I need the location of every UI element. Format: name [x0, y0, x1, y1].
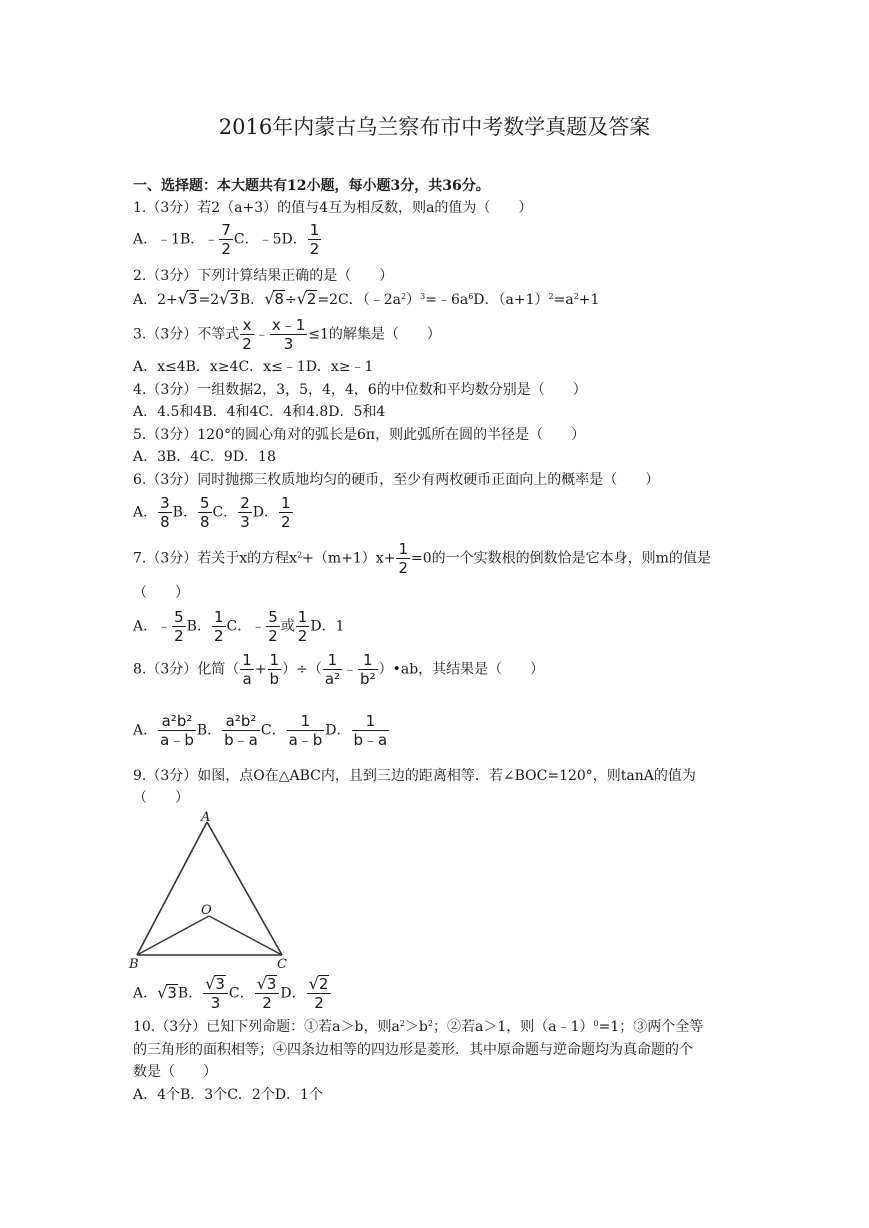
q6-fraction-c — [238, 494, 252, 531]
q8-fraction-b — [222, 712, 260, 749]
fraction-denominator: 3 — [210, 994, 221, 1012]
fraction-numerator: 1 — [297, 608, 308, 626]
question-10-options: A．4个B．3个C．2个D．1个 — [133, 1087, 323, 1103]
fraction-numerator — [255, 975, 280, 994]
fraction-denominator: 2 — [309, 240, 320, 258]
q3-fraction-1 — [240, 316, 254, 353]
question-7-blank: （ ） — [133, 585, 189, 601]
q1-fraction-b — [219, 221, 233, 258]
fraction-denominator: 8 — [160, 513, 170, 531]
exponent: 2 — [399, 1019, 405, 1028]
q6-label-d: D． — [252, 504, 279, 521]
q8-label-b: B． — [196, 722, 222, 739]
q1-minus: ﹣ — [204, 231, 219, 248]
exponent: 3 — [420, 292, 426, 301]
q8-text: ）•ab，其结果是（ ） — [378, 661, 545, 678]
radical-sign-icon: √ — [296, 289, 307, 308]
fraction-denominator: 2 — [314, 994, 324, 1012]
question-5-options: A．3B．4C．9D．18 — [133, 449, 276, 465]
q9-label-b: B． — [177, 985, 203, 1002]
radical-sign-icon: √ — [177, 289, 188, 308]
radical-sign-icon: √ — [264, 289, 275, 308]
radical-sign-icon: √ — [205, 974, 216, 993]
fraction-numerator: 7 — [221, 221, 231, 239]
q7-text: =0的一个实数根的倒数恰是它本身，则m的值是 — [410, 550, 711, 567]
question-2-stem: 2.（3分）下列计算结果正确的是（ ） — [133, 268, 394, 284]
fraction-numerator: x — [240, 316, 254, 335]
fraction-numerator: 1 — [398, 540, 408, 558]
exponent: 2 — [401, 292, 407, 301]
q8-fraction-c — [287, 712, 325, 749]
fraction-denominator: b² — [360, 670, 376, 688]
q8-label-a: A． — [133, 722, 158, 739]
fraction-denominator: b﹣a — [224, 731, 258, 749]
radical-sign-icon: √ — [219, 289, 230, 308]
fraction-denominator: 2 — [398, 559, 408, 577]
fraction-denominator: 2 — [242, 335, 252, 353]
exponent: 2 — [427, 1019, 433, 1028]
q6-label-a: A． — [133, 504, 158, 521]
q6-fraction-b — [198, 494, 212, 531]
question-4-options: A．4.5和4B．4和4C．4和4.8D．5和4 — [133, 404, 386, 420]
q2-text: =﹣6a — [425, 292, 469, 308]
fraction-numerator: 5 — [174, 608, 184, 626]
q1-fraction-d — [308, 221, 322, 258]
radicand: 3 — [187, 290, 198, 308]
exponent: 0 — [593, 1019, 599, 1028]
q7-or: 或 — [280, 618, 295, 635]
fraction-denominator: b﹣a — [353, 731, 388, 749]
exponent: 2 — [548, 292, 554, 301]
fraction-denominator: 3 — [240, 513, 250, 531]
fraction-denominator: b — [269, 670, 280, 688]
q7-label-d: D．1 — [310, 618, 345, 635]
page-title: 2016年内蒙古乌兰察布市中考数学真题及答案 — [218, 115, 651, 139]
question-7-options — [133, 608, 344, 645]
q3-minus: ﹣ — [254, 326, 269, 343]
radicand: 3 — [229, 290, 239, 308]
fraction-numerator — [203, 975, 228, 994]
question-6-options — [133, 494, 294, 531]
exponent: 6 — [468, 292, 474, 301]
q8-fraction-2 — [268, 651, 282, 688]
q7-text: 7.（3分）若关于x的方程x — [133, 550, 298, 567]
fraction-denominator: a² — [324, 670, 341, 688]
q2-text: D．（a+1） — [473, 292, 549, 308]
fraction-numerator: 5 — [268, 608, 278, 626]
fraction-denominator: 2 — [213, 627, 224, 645]
q9-fraction-d — [307, 975, 332, 1012]
q8-fraction-3 — [323, 651, 342, 688]
question-5-stem: 5.（3分）120°的圆心角对的弧长是6π，则此弧所在圆的半径是（ ） — [133, 427, 586, 443]
fraction-numerator: 1 — [287, 712, 325, 731]
fraction-numerator — [307, 975, 332, 994]
q6-label-b: B． — [172, 504, 197, 521]
q9-label-c: C． — [228, 985, 254, 1002]
radicand: 2 — [306, 290, 317, 308]
fraction-numerator: 3 — [160, 494, 170, 512]
fraction-numerator: 1 — [309, 221, 320, 239]
q7-fraction-a — [172, 608, 186, 645]
q3-text: 3.（3分）不等式 — [133, 326, 240, 343]
radical-sign-icon: √ — [308, 974, 319, 993]
fraction-numerator: 2 — [240, 494, 250, 512]
question-6-stem: 6.（3分）同时抛掷三枚质地均匀的硬币，至少有两枚硬币正面向上的概率是（ ） — [133, 472, 660, 488]
question-10-stem-line-3: 数是（ ） — [133, 1064, 217, 1080]
q9-label-a: A． — [133, 985, 158, 1002]
q8-fraction-d — [352, 712, 390, 749]
q2-text: ） — [406, 292, 421, 308]
fraction-numerator: 1 — [281, 494, 291, 512]
fraction-numerator: 1 — [323, 651, 342, 670]
fraction-numerator: 1 — [242, 651, 252, 669]
q10-text: ＞b — [404, 1019, 428, 1035]
q3-fraction-2 — [270, 316, 307, 353]
fraction-denominator: 3 — [283, 335, 294, 353]
q7-text: +（m+1）x+ — [302, 550, 396, 567]
question-9-stem: 9.（3分）如图，点O在△ABC内，且到三边的距离相等．若∠BOC=120°，则tanA的值为 — [133, 768, 696, 784]
q7-label-b: B． — [186, 618, 211, 635]
q6-label-c: C． — [212, 504, 238, 521]
q8-text: ）÷（ — [282, 661, 322, 678]
fraction-denominator: 2 — [262, 994, 272, 1012]
question-1-stem: 1.（3分）若2（a+3）的值与4互为相反数，则a的值为（ ） — [133, 200, 533, 216]
fraction-numerator: 1 — [269, 651, 280, 669]
vertex-label-b: B — [129, 957, 139, 970]
vertex-label-a: A — [201, 810, 211, 825]
fraction-denominator: a — [242, 670, 252, 688]
q8-fraction-1 — [240, 651, 254, 688]
radical-sign-icon: √ — [157, 982, 168, 1002]
q10-text: =1；③两个全等 — [598, 1019, 704, 1035]
fraction-denominator: 2 — [281, 513, 291, 531]
q7-label-c: C．﹣ — [226, 618, 266, 635]
q8-fraction-a — [158, 712, 196, 749]
question-3-stem — [133, 316, 441, 353]
radicand: 3 — [215, 975, 225, 993]
fraction-denominator: 2 — [174, 627, 184, 645]
q9-fraction-c — [255, 975, 280, 1012]
q10-text: 10.（3分）已知下列命题：①若a＞b，则a — [133, 1019, 400, 1035]
q10-text: ；②若a＞1，则（a﹣1） — [432, 1019, 594, 1035]
q1-option-cd: C．﹣5D． — [233, 231, 307, 248]
q7-fraction-c — [266, 608, 280, 645]
fraction-denominator: 8 — [199, 513, 210, 531]
radicand: 2 — [318, 975, 329, 993]
q2-text: ÷ — [284, 292, 297, 308]
question-3-options: A．x≤4B．x≥4C．x≤﹣1D．x≥﹣1 — [133, 359, 374, 375]
q8-text: 8.（3分）化简（ — [133, 661, 240, 678]
exponent: 2 — [573, 292, 579, 301]
q9-label-d: D． — [280, 985, 306, 1002]
triangle-figure — [127, 808, 297, 970]
q7-fraction — [396, 540, 410, 577]
q7-fraction-b — [212, 608, 226, 645]
question-9-blank: （ ） — [133, 790, 189, 806]
fraction-denominator: 2 — [221, 240, 231, 258]
question-8-options — [133, 712, 390, 749]
fraction-denominator: 2 — [297, 627, 308, 645]
fraction-numerator: 1 — [352, 712, 390, 731]
fraction-numerator: 1 — [213, 608, 224, 626]
q1-option-ab: A．﹣1B． — [133, 231, 205, 248]
q7-label-a: A．﹣ — [133, 618, 172, 635]
radicand: 3 — [266, 975, 277, 993]
fraction-numerator: x﹣1 — [271, 316, 306, 334]
question-10-stem-line-1 — [133, 1017, 703, 1037]
q8-plus: + — [254, 661, 267, 678]
question-2-options — [133, 289, 599, 310]
q8-label-d: D． — [325, 722, 351, 739]
q7-fraction-c2 — [296, 608, 310, 645]
fraction-denominator: a﹣b — [160, 731, 194, 749]
question-10-stem-line-2: 的三角形的面积相等；④四条边相等的四边形是菱形．其中原命题与逆命题均为真命题的个 — [133, 1042, 693, 1058]
q2-text: =2C．（﹣2a — [317, 292, 402, 308]
q6-fraction-d — [279, 494, 293, 531]
q2-text: B． — [239, 292, 265, 308]
q8-fraction-4 — [358, 651, 378, 688]
q8-minus: ﹣ — [343, 661, 358, 678]
q8-label-c: C． — [260, 722, 286, 739]
side-ab — [137, 822, 207, 955]
q2-text: +1 — [578, 292, 600, 308]
section-heading: 一、选择题：本大题共有12小题，每小题3分，共36分。 — [133, 178, 490, 194]
question-4-stem: 4.（3分）一组数据2，3，5，4，4，6的中位数和平均数分别是（ ） — [133, 382, 587, 398]
fraction-numerator: a²b² — [222, 712, 260, 731]
radical-sign-icon: √ — [256, 974, 267, 993]
radicand: 3 — [167, 983, 177, 1002]
q6-fraction-a — [158, 494, 172, 531]
fraction-numerator: 1 — [358, 651, 378, 670]
question-9-options — [133, 975, 332, 1012]
q9-fraction-b — [203, 975, 228, 1012]
question-7-stem — [133, 540, 711, 577]
q2-text: =2 — [198, 292, 220, 308]
point-label-o: O — [201, 903, 212, 918]
q3-text: ≤1的解集是（ ） — [308, 326, 441, 343]
fraction-denominator: a﹣b — [288, 731, 323, 749]
fraction-numerator: a²b² — [158, 712, 196, 731]
exponent: 2 — [297, 550, 303, 560]
vertex-label-c: C — [277, 957, 287, 970]
question-8-stem — [133, 651, 544, 688]
question-1-options — [133, 221, 322, 258]
fraction-numerator: 5 — [199, 494, 210, 512]
fraction-denominator: 2 — [268, 627, 278, 645]
q2-text: A．2+ — [133, 292, 178, 308]
radicand: 8 — [274, 290, 284, 308]
q2-text: =a — [553, 292, 574, 308]
